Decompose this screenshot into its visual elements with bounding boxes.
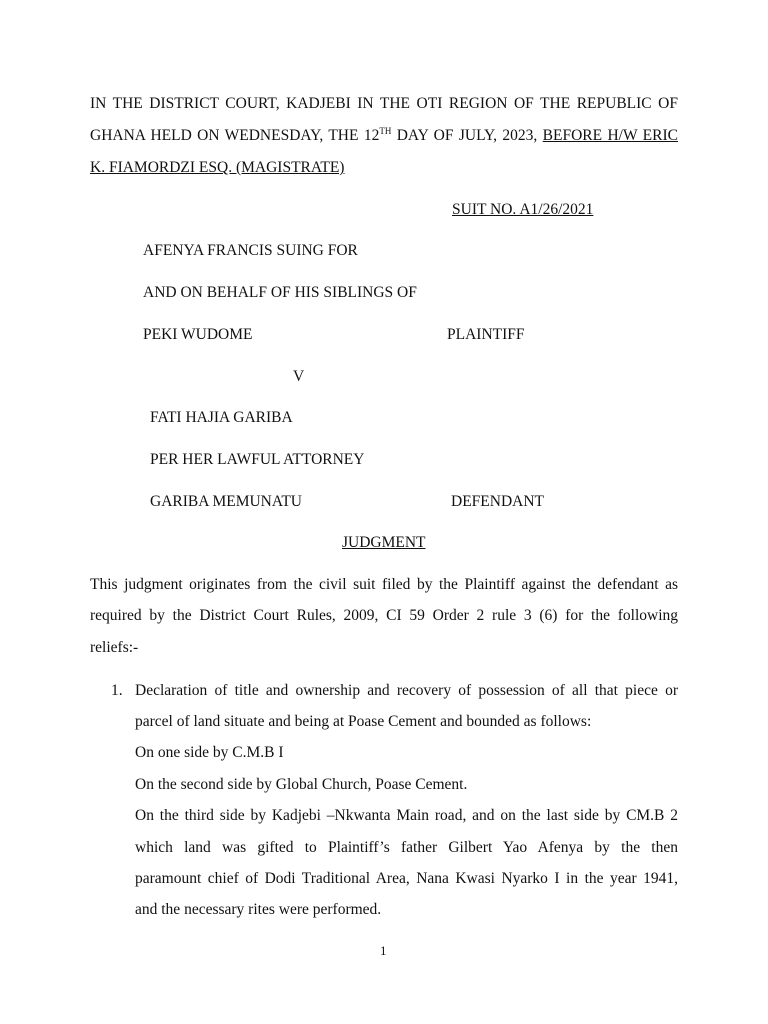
plaintiff-role: PLAINTIFF: [447, 326, 525, 343]
plaintiff-line-1: AFENYA FRANCIS SUING FOR: [143, 242, 358, 259]
court-header-before: BEFORE H/W ERIC: [542, 127, 678, 144]
versus: V: [293, 368, 305, 385]
relief-line: Declaration of title and ownership and recovery of possession of all that piece or: [135, 682, 678, 699]
date-ordinal-suffix: TH: [379, 126, 392, 136]
intro-line-2: required by the District Court Rules, 2009, CI 59 Order 2 rule 3 (6) for the following: [90, 607, 678, 624]
defendant-line-1: FATI HAJIA GARIBA: [150, 409, 293, 426]
relief-line: which land was gifted to Plaintiff’s father Gilbert Yao Afenya by the then: [135, 839, 678, 856]
court-header-line-1: IN THE DISTRICT COURT, KADJEBI IN THE OTI REGION OF THE REPUBLIC OF: [90, 95, 678, 112]
defendant-line-3: GARIBA MEMUNATU: [150, 493, 302, 510]
defendant-role: DEFENDANT: [451, 493, 544, 510]
plaintiff-line-2: AND ON BEHALF OF HIS SIBLINGS OF: [143, 284, 417, 301]
court-header-line-2: [90, 127, 678, 145]
page-number: 1: [380, 943, 387, 958]
plaintiff-line-3: PEKI WUDOME: [143, 326, 253, 343]
court-header-date: GHANA HELD ON WEDNESDAY, THE 12: [90, 127, 380, 144]
relief-line: and the necessary rites were performed.: [135, 901, 382, 918]
intro-line-1: This judgment originates from the civil suit filed by the Plaintiff against the defendant as: [90, 576, 678, 593]
relief-line: parcel of land situate and being at Poase Cement and bounded as follows:: [135, 713, 592, 730]
relief-line: On the second side by Global Church, Poase Cement.: [135, 776, 468, 793]
intro-line-3: reliefs:-: [90, 639, 139, 656]
court-header-date-rest: DAY OF JULY, 2023,: [391, 127, 543, 144]
defendant-line-2: PER HER LAWFUL ATTORNEY: [150, 451, 365, 468]
relief-line: On one side by C.M.B I: [135, 744, 284, 761]
relief-number: 1.: [111, 682, 123, 699]
suit-number: SUIT NO. A1/26/2021: [452, 201, 594, 218]
relief-line: On the third side by Kadjebi –Nkwanta Main road, and on the last side by CM.B 2: [135, 807, 678, 824]
relief-line: paramount chief of Dodi Traditional Area, Nana Kwasi Nyarko I in the year 1941,: [135, 870, 678, 887]
court-header-line-3: K. FIAMORDZI ESQ. (MAGISTRATE): [90, 159, 345, 176]
judgment-title: JUDGMENT: [342, 534, 426, 551]
